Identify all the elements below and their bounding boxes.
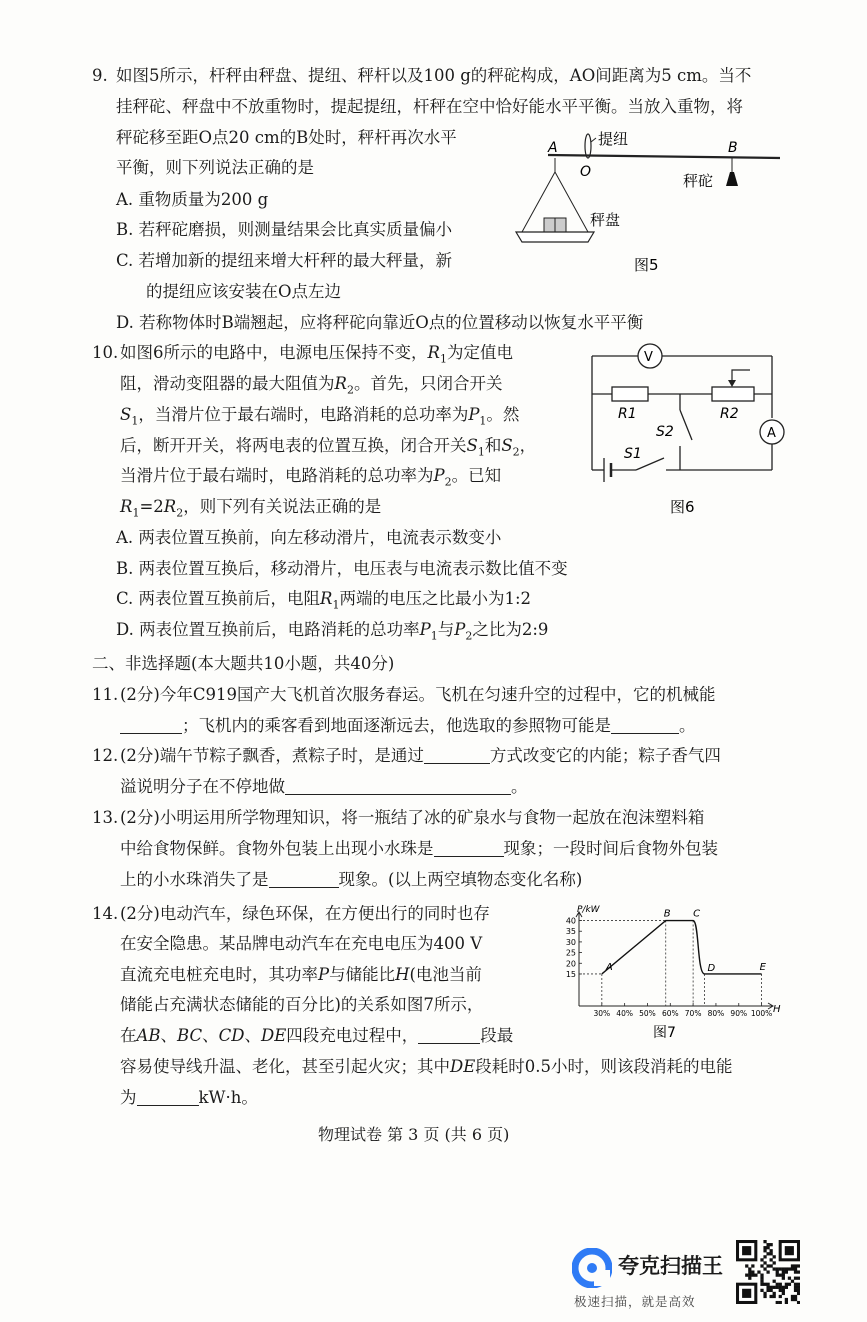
steelyard-beam	[548, 155, 780, 158]
x-tick-label: 30%	[593, 1009, 611, 1018]
q9-number: 9.	[92, 66, 108, 85]
figure-6-circuit	[580, 340, 795, 520]
label-chengtuo: 秤砣	[683, 172, 714, 190]
q9-line2: 挂秤砣、秤盘中不放重物时，提起提纽，杆秤在空中恰好能水平平衡。当放入重物，将	[116, 97, 743, 116]
s1-label: S1	[624, 446, 642, 462]
figure-6-caption: 图6	[670, 498, 695, 516]
q10-option-d: D. 两表位置互换前后，电路消耗的总功率$P_1$与$P_2$之比为2:9	[116, 620, 549, 643]
q13-line3: 上的小水珠消失了是 现象。(以上两空填物态变化名称)	[120, 870, 583, 889]
ammeter-label: A	[767, 426, 776, 441]
q11-number: 11.	[92, 685, 119, 704]
x-tick-label: 60%	[661, 1009, 679, 1018]
figure-5-steelyard	[508, 128, 788, 278]
q10-line4: 后，断开开关，将两电表的位置互换，闭合开关$S_1$和$S_2$，	[120, 436, 537, 459]
q14-line5: 在AB、BC、CD、DE四段充电过程中， 段最	[120, 1026, 514, 1045]
section2-title: 二、非选择题(本大题共10小题，共40分)	[92, 654, 395, 673]
q13-line1: (2分)小明运用所学物理知识，将一瓶结了冰的矿泉水与食物一起放在泡沫塑料箱	[120, 808, 705, 827]
x-tick-label: 50%	[639, 1009, 656, 1018]
s2-label: S2	[656, 424, 674, 440]
x-tick-label: 40%	[616, 1009, 633, 1018]
y-tick-label: 15	[565, 969, 576, 979]
x-tick-label: 100%	[750, 1009, 773, 1018]
resistor-r1	[612, 387, 648, 401]
q12-blank-2[interactable]	[285, 778, 511, 795]
slider-arrow	[728, 380, 736, 387]
r2-label: R2	[720, 406, 739, 422]
q11-line2: ；飞机内的乘客看到地面逐渐远去，他选取的参照物可能是 。	[120, 716, 696, 736]
q12-line1: (2分)端午节粽子飘香，煮粽子时，是通过 方式改变它的内能；粽子香气四	[120, 746, 721, 765]
q13-line2: 中给食物保鲜。食物外包装上出现小水珠是 现象；一段时间后食物外包装	[120, 839, 718, 858]
y-tick-label: 25	[565, 948, 576, 958]
q12-number: 12.	[92, 746, 119, 765]
q10-line6: $R_1=2R_2$，则下列有关说法正确的是	[120, 497, 382, 520]
q10-line2: 阻，滑动变阻器的最大阻值为$R_2$。首先，只闭合开关	[120, 374, 503, 397]
lifting-knob	[585, 134, 591, 158]
rheostat-r2	[712, 387, 754, 401]
r1-label: R1	[618, 406, 637, 422]
q14-line7: 为 kW·h。	[120, 1088, 258, 1107]
q14-line4: 储能占充满状态储能的百分比)的关系如图7所示，	[120, 995, 484, 1014]
series-line	[602, 921, 762, 974]
q12-blank-1[interactable]	[424, 747, 490, 764]
point-label-b: B	[663, 908, 671, 920]
point-label-a: A	[605, 961, 613, 973]
y-tick-label: 20	[565, 959, 576, 969]
y-tick-label: 35	[565, 927, 576, 937]
q12-line2: 溢说明分子在不停地做 。	[120, 777, 528, 796]
watermark-slogan: 极速扫描，就是高效	[574, 1294, 696, 1309]
q14-line1: (2分)电动汽车，绿色环保，在方便出行的同时也存	[120, 904, 490, 923]
figure-7-chart	[555, 900, 785, 1045]
q14-blank-2[interactable]	[137, 1089, 199, 1106]
label-point-a: A	[548, 140, 558, 156]
y-tick-label: 40	[565, 916, 576, 926]
point-label-c: C	[693, 908, 701, 920]
q11-blank-1[interactable]	[120, 717, 182, 734]
q14-number: 14.	[92, 904, 119, 923]
label-tiniu: 提纽	[598, 130, 629, 148]
q13-number: 13.	[92, 808, 119, 827]
page-footer: 物理试卷 第 3 页 (共 6 页)	[318, 1125, 510, 1144]
q9-option-b: B. 若秤砣磨损，则测量结果会比真实质量偏小	[116, 220, 453, 239]
q14-line3: 直流充电桩充电时，其功率P与储能比H(电池当前	[120, 965, 482, 984]
q10-line1: 如图6所示的电路中，电源电压保持不变，$R_1$为定值电	[120, 343, 513, 366]
voltmeter-label: V	[644, 350, 653, 365]
label-point-o: O	[580, 164, 592, 180]
q10-line3: $S_1$，当滑片位于最右端时，电路消耗的总功率为$P_1$。然	[120, 405, 520, 428]
switch-s2	[680, 410, 692, 440]
counterweight	[726, 172, 738, 186]
q10-option-c: C. 两表位置互换前后，电阻$R_1$两端的电压之比最小为1:2	[116, 589, 532, 612]
q10-line5: 当滑片位于最右端时，电路消耗的总功率为$P_2$。已知	[120, 466, 502, 489]
q14-line2: 在安全隐患。某品牌电动汽车在充电电压为400 V	[120, 934, 483, 953]
q13-blank-2[interactable]	[269, 871, 339, 888]
point-label-e: E	[759, 961, 766, 973]
q9-option-c-line2: 的提纽应该安装在O点左边	[146, 282, 342, 301]
power-vs-storage-chart	[555, 900, 785, 1045]
figure-5-caption: 图5	[634, 256, 659, 274]
q9-option-c-line1: C. 若增加新的提纽来增大杆秤的最大秤量，新	[116, 251, 453, 270]
scanner-logo-icon	[572, 1248, 612, 1288]
y-axis-label: P/kW	[577, 905, 600, 915]
label-point-b: B	[728, 140, 738, 156]
qr-code	[736, 1240, 800, 1304]
label-chengpan: 秤盘	[590, 211, 621, 229]
q10-option-a: A. 两表位置互换前，向左移动滑片，电流表示数变小	[116, 528, 502, 547]
q10-option-b: B. 两表位置互换后，移动滑片，电压表与电流表示数比值不变	[116, 559, 568, 578]
q11-blank-2[interactable]	[611, 717, 679, 734]
q9-option-a: A. 重物质量为200 g	[116, 190, 269, 209]
x-tick-label: 80%	[707, 1009, 725, 1018]
q14-blank-1[interactable]	[418, 1027, 480, 1044]
q14-line6: 容易使导线升温、老化，甚至引起火灾；其中DE段耗时0.5小时，则该段消耗的电能	[120, 1057, 733, 1076]
x-tick-label: 90%	[730, 1009, 748, 1018]
q10-number: 10.	[92, 343, 119, 362]
x-tick-label: 70%	[684, 1009, 702, 1018]
x-axis-label: H	[773, 1004, 781, 1015]
q9-line4: 平衡，则下列说法正确的是	[116, 158, 314, 177]
q11-line1: (2分)今年C919国产大飞机首次服务春运。飞机在匀速升空的过程中，它的机械能	[120, 685, 716, 704]
q9-line1: 如图5所示，杆秤由秤盘、提纽、秤杆以及100 g的秤砣构成，AO间距离为5 cm。当不	[116, 66, 752, 85]
point-label-d: D	[707, 962, 716, 974]
q13-blank-1[interactable]	[434, 840, 504, 857]
q9-option-d: D. 若称物体时B端翘起，应将秤砣向靠近O点的位置移动以恢复水平平衡	[116, 313, 644, 332]
y-tick-label: 30	[565, 937, 576, 947]
q9-line3: 秤砣移至距O点20 cm的B处时，秤杆再次水平	[116, 128, 457, 147]
figure-7-caption: 图7	[653, 1025, 676, 1041]
scale-pan	[516, 232, 594, 242]
watermark-brand: 夸克扫描王	[618, 1254, 723, 1278]
